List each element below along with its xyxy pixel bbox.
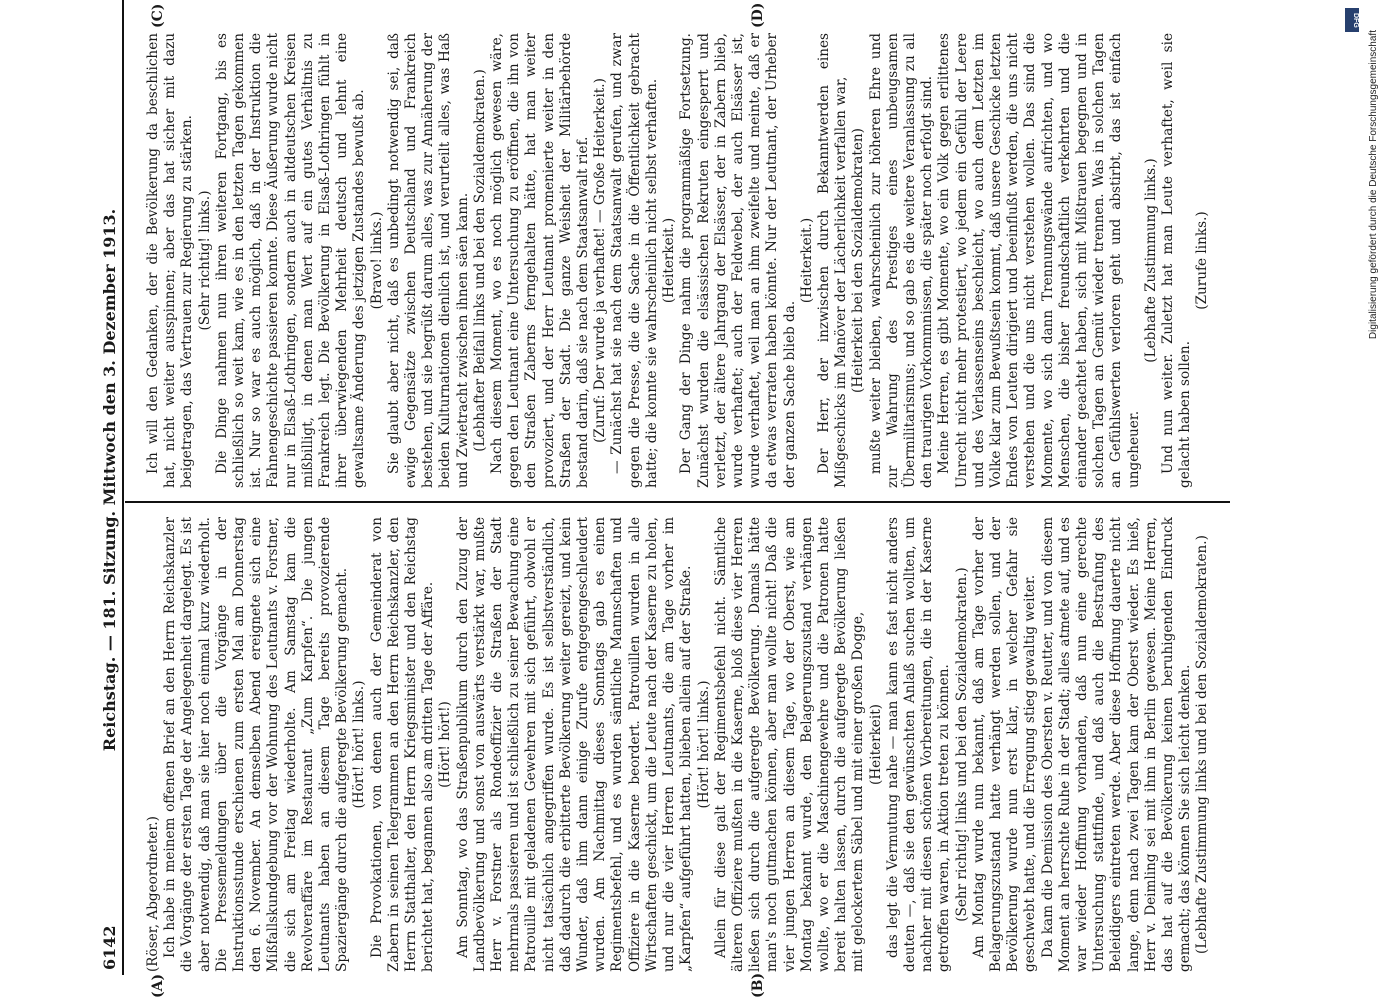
paragraph: Und nun weiter. Zuletzt hat man Leute verhaftet, weil sie gelacht haben sollen.	[1159, 33, 1194, 488]
digitization-credit: Digitalisierung gefördert durch die Deutsche Forschungsgemeinschaft	[1368, 30, 1379, 340]
page-title: Reichstag. — 181. Sitzung. Mittwoch den 3. Dezember 1913.	[100, 208, 119, 752]
interjection: (Heiterkeit.)	[798, 217, 815, 304]
paragraph: Die Dinge nahmen nun ihren weiteren Fortgang, bis es schließlich so weit kam, wie es in den letzten Tagen gekommen ist. Nur so war es auch möglich, daß in der Instruktion die Fahnengeschichte passieren konnte. Diese Äußerung wurde nicht nur in Elsaß-Lothringen, sondern auch in altdeutschen Kreisen mißbilligt, in denen man Wert auf ein gutes Verhältnis zu Frankreich legt. Die Bevölkerung in Elsaß-Lothringen fühlt in ihrer überwiegenden Mehrheit deutsch und lehnt eine gewaltsame Änderung des jetzigen Zustandes bewußt ab.	[213, 33, 368, 488]
paragraph: — Zunächst hat sie nach dem Staatsanwalt gerufen, und zwar gegen die Presse, die die Sache in die Öffentlichkeit gebracht hatte; die konnte sie wahrscheinlich nicht selbst verhaften.	[609, 33, 660, 488]
column-divider	[125, 501, 1230, 503]
dfg-logo: DFG	[1345, 8, 1359, 32]
interjection: (Zurufe links.)	[1194, 211, 1211, 310]
margin-marker-d: (D)	[750, 2, 766, 28]
paragraph: Der Herr, der inzwischen durch Bekanntwerden eines Mißgeschicks im Manöver der Lächerlichkeit verfallen war,	[815, 33, 850, 488]
paragraph: Der Gang der Dinge nahm die programmäßige Fortsetzung. Zunächst wurden die elsässischen Rekruten eingesperrt und verletzt, der ältere Jahrgang der Elsässer, der in Zabern blieb, wurde verhaftet; auch der Feldwebel, der auch Elsässer ist, wurde verhaftet, weil man an ihm zweifelte und meinte, daß er da etwas verraten haben könnte. Nur der Leutnant, der Urheber der ganzen Sache blieb da.	[678, 33, 798, 488]
header-rule	[122, 0, 124, 975]
interjection: (Lebhafte Zustimmung links.)	[1142, 158, 1159, 363]
margin-marker-c: (C)	[150, 3, 166, 28]
interjection: (Lebhafter Beifall links und bei den Sozialdemokraten.)	[471, 69, 488, 452]
interjection: (Lebhafte Zustimmung links und bei den Sozialdemokraten.)	[1194, 535, 1211, 954]
interjection: (Hört! hört! links.)	[351, 680, 368, 809]
interjection: (Zuruf: Der wurde ja verhaftet! — Große Heiterkeit.)	[592, 78, 609, 443]
interjection: (Sehr richtig! links und bei den Sozialdemokraten.)	[953, 567, 970, 922]
paragraph: Die Provokationen, von denen auch der Gemeinderat von Zabern in seinen Telegrammen an den Herrn Reichskanzler, den Herrn Statthalter, den Herrn Kriegsminister und den Reichstag berichtet hat, begannen also am dritten Tage der Affäre.	[368, 517, 437, 972]
interjection: (Heiterkeit)	[867, 704, 884, 785]
paragraph: Nach diesem Moment, wo es noch möglich gewesen wäre, gegen den Leutnant eine Untersuchung zu eröffnen, die ihn von den Straßen Zaberns ferngehalten hätte, hat man weiter provoziert, und der Herr Leutnant promenierte weiter in den Straßen der Stadt. Die ganze Weisheit der Militärbehörde bestand darin, daß sie nach dem Staatsanwalt rief.	[489, 33, 592, 488]
interjection: (Heiterkeit.)	[661, 217, 678, 304]
right-text-column	[145, 33, 1225, 488]
interjection: (Bravo! links.)	[368, 211, 385, 310]
paragraph: mußte weiter bleiben, wahrscheinlich zur höheren Ehre und zur Wahrung des Prestiges eines unbeugsamen Übermilitarismus; und so gab es die weitere Veranlassung zu all den traurigen Vorkommnissen, die später noch erfolgt sind.	[867, 33, 936, 488]
paragraph: Sie glaubt aber nicht, daß es unbedingt notwendig sei, daß ewige Gegensätze zwischen Deutschland und Frankreich bestehen, und sie begrüßt darum alles, was zur Annäherung der beiden Kulturnationen dienlich ist, und verurteilt alles, was Haß und Zwietracht zwischen ihnen säen kann.	[385, 33, 471, 488]
paragraph: Allein für diese galt der Regimentsbefehl nicht. Sämtliche älteren Offiziere mußten in die Kaserne, bloß diese vier Herren ließen sich durch die aufgeregte Bevölkerung. Damals hätte man's noch gutmachen können, aber man wollte nicht! Daß die vier jungen Herren an diesem Tage, wo der Oberst, wie am Montag bekannt wurde, den Belagerungszustand verhängen wollte, wo er die Maschinengewehre und die Patronen hatte bereit halten lassen, durch die aufgeregte Bevölkerung ließen mit gelockertem Säbel und mit einer großen Dogge,	[712, 517, 867, 972]
paragraph: Am Sonntag, wo das Straßenpublikum durch den Zuzug der Landbevölkerung und sonst von auswärts verstärkt war, mußte Herr v. Forstner als Rondeoffizier die Straßen der Stadt mehrmals passieren und ist schließlich zu seiner Bewachung eine Patrouille mit geladenen Gewehren mit sich geführt, obwohl er nicht tatsächlich angegriffen wurde. Es ist selbstverständlich, daß dadurch die erbitterte Bevölkerung weiter gereizt, und kein Wunder, daß ihm dann einige Zurufe entgegengeschleudert wurden. Am Nachmittag dieses Sonntags gab es einen Regimentsbefehl, und es wurden sämtliche Mannschaften und Offiziere in die Kaserne beordert. Patrouillen wurden in alle Wirtschaften geschickt, um die Leute nach der Kaserne zu holen, und nur die vier Herren Leutnants, die am Tage vorher im „Karpfen“ aufgeführt hatten, blieben allein auf der Straße.	[454, 517, 695, 972]
paragraph: Ich habe in meinem offenen Brief an den Herrn Reichskanzler die Vorgänge der ersten Tage der Angelegenheit dargelegt. Es ist aber notwendig, daß man sie hier noch einmal kurz wiederholt. Die Pressemeldungen über die Vorgänge in der Instruktionsstunde erschienen zum ersten Mal am Donnerstag den 6. November. An demselben Abend ereignete sich eine Mißfallskundgebung vor der Wohnung des Leutnants v. Forstner, die sich am Freitag wiederholte. Am Samstag kam die Revolveraffäre im Restaurant „Zum Karpfen“. Die jungen Leutnants haben an diesem Tage bereits provozierende Spaziergänge durch die aufgeregte Bevölkerung gemacht.	[162, 517, 351, 972]
interjection: (Hört! hört! links.)	[695, 680, 712, 809]
paragraph: Da kam die Demission des Obersten v. Reutter, und von diesem Moment an herrschte Ruhe in der Stadt; alles atmete auf, und es war wieder Hoffnung vorhanden, daß nun eine gerechte Untersuchung stattfinde, und daß auch die Bestrafung des Beleidigers eintreten werde. Aber diese Hoffnung dauerte nicht lange, denn nach zwei Tagen kam der Oberst wieder. Es hieß, Herr v. Deimling sei mit ihm in Berlin gewesen. Meine Herren, das hat auf die Bevölkerung keinen beruhigenden Eindruck gemacht; das können Sie sich leicht denken.	[1039, 517, 1194, 972]
interjection: (Sehr richtig! links.)	[196, 190, 213, 331]
paragraph: Ich will den Gedanken, der die Bevölkerung da beschlichen hat, nicht weiter ausspinnen; aber das hat sicher mit dazu beigetragen, das Vertrauen zur Regierung zu stärken.	[145, 33, 196, 488]
interjection: (Heiterkeit bei den Sozialdemokraten)	[850, 128, 867, 393]
page-number: 6142	[100, 925, 119, 970]
page-header	[100, 0, 140, 1000]
left-text-column	[145, 517, 1225, 972]
interjection: (Hört! hört!)	[437, 701, 454, 788]
rotated-page	[60, 0, 1320, 1000]
margin-marker-b: (B)	[750, 972, 766, 998]
paragraph: das legt die Vermutung nahe — man kann es fast nicht anders deuten —, daß sie den gewünschten Anlaß suchen wollten, um nachher mit diesen schönen Vorbereitungen, die in der Kaserne getroffen waren, in Aktion treten zu können.	[884, 517, 953, 972]
paragraph: Am Montag wurde nun bekannt, daß am Tage vorher der Belagerungszustand hatte verhängt werden sollen, und der Bevölkerung wurde nun erst klar, in welcher Gefahr sie geschwebt hatte, und die Erregung stieg gewaltig weiter.	[970, 517, 1039, 972]
paragraph: (Röser, Abgeordneter.)	[145, 816, 161, 972]
margin-marker-a: (A)	[150, 973, 166, 998]
paragraph: Meine Herren, es gibt Momente, wo ein Volk gegen erlittenes Unrecht nicht mehr protestiert, wo jedem ein Gefühl der Leere und des Verlassenseins beschleicht, wo auch dem Letzten im Volke klar zum Bewußtsein kommt, daß unsere Geschicke letzten Endes von Leuten dirigiert und beeinflußt werden, die uns nicht verstehen und die uns nicht verstehen wollen. Das sind die Momente, wo sich dann Trennungswände aufrichten, und wo Menschen, die bisher freundschaftlich verkehrten und die einander geachtet haben, sich mit Mißtrauen begegnen und in solchen Tagen an Gemüt wieder trennen. Was in solchen Tagen an Gefühlswerten verloren geht und abstirbt, das ist einfach ungeheuer.	[936, 33, 1142, 488]
